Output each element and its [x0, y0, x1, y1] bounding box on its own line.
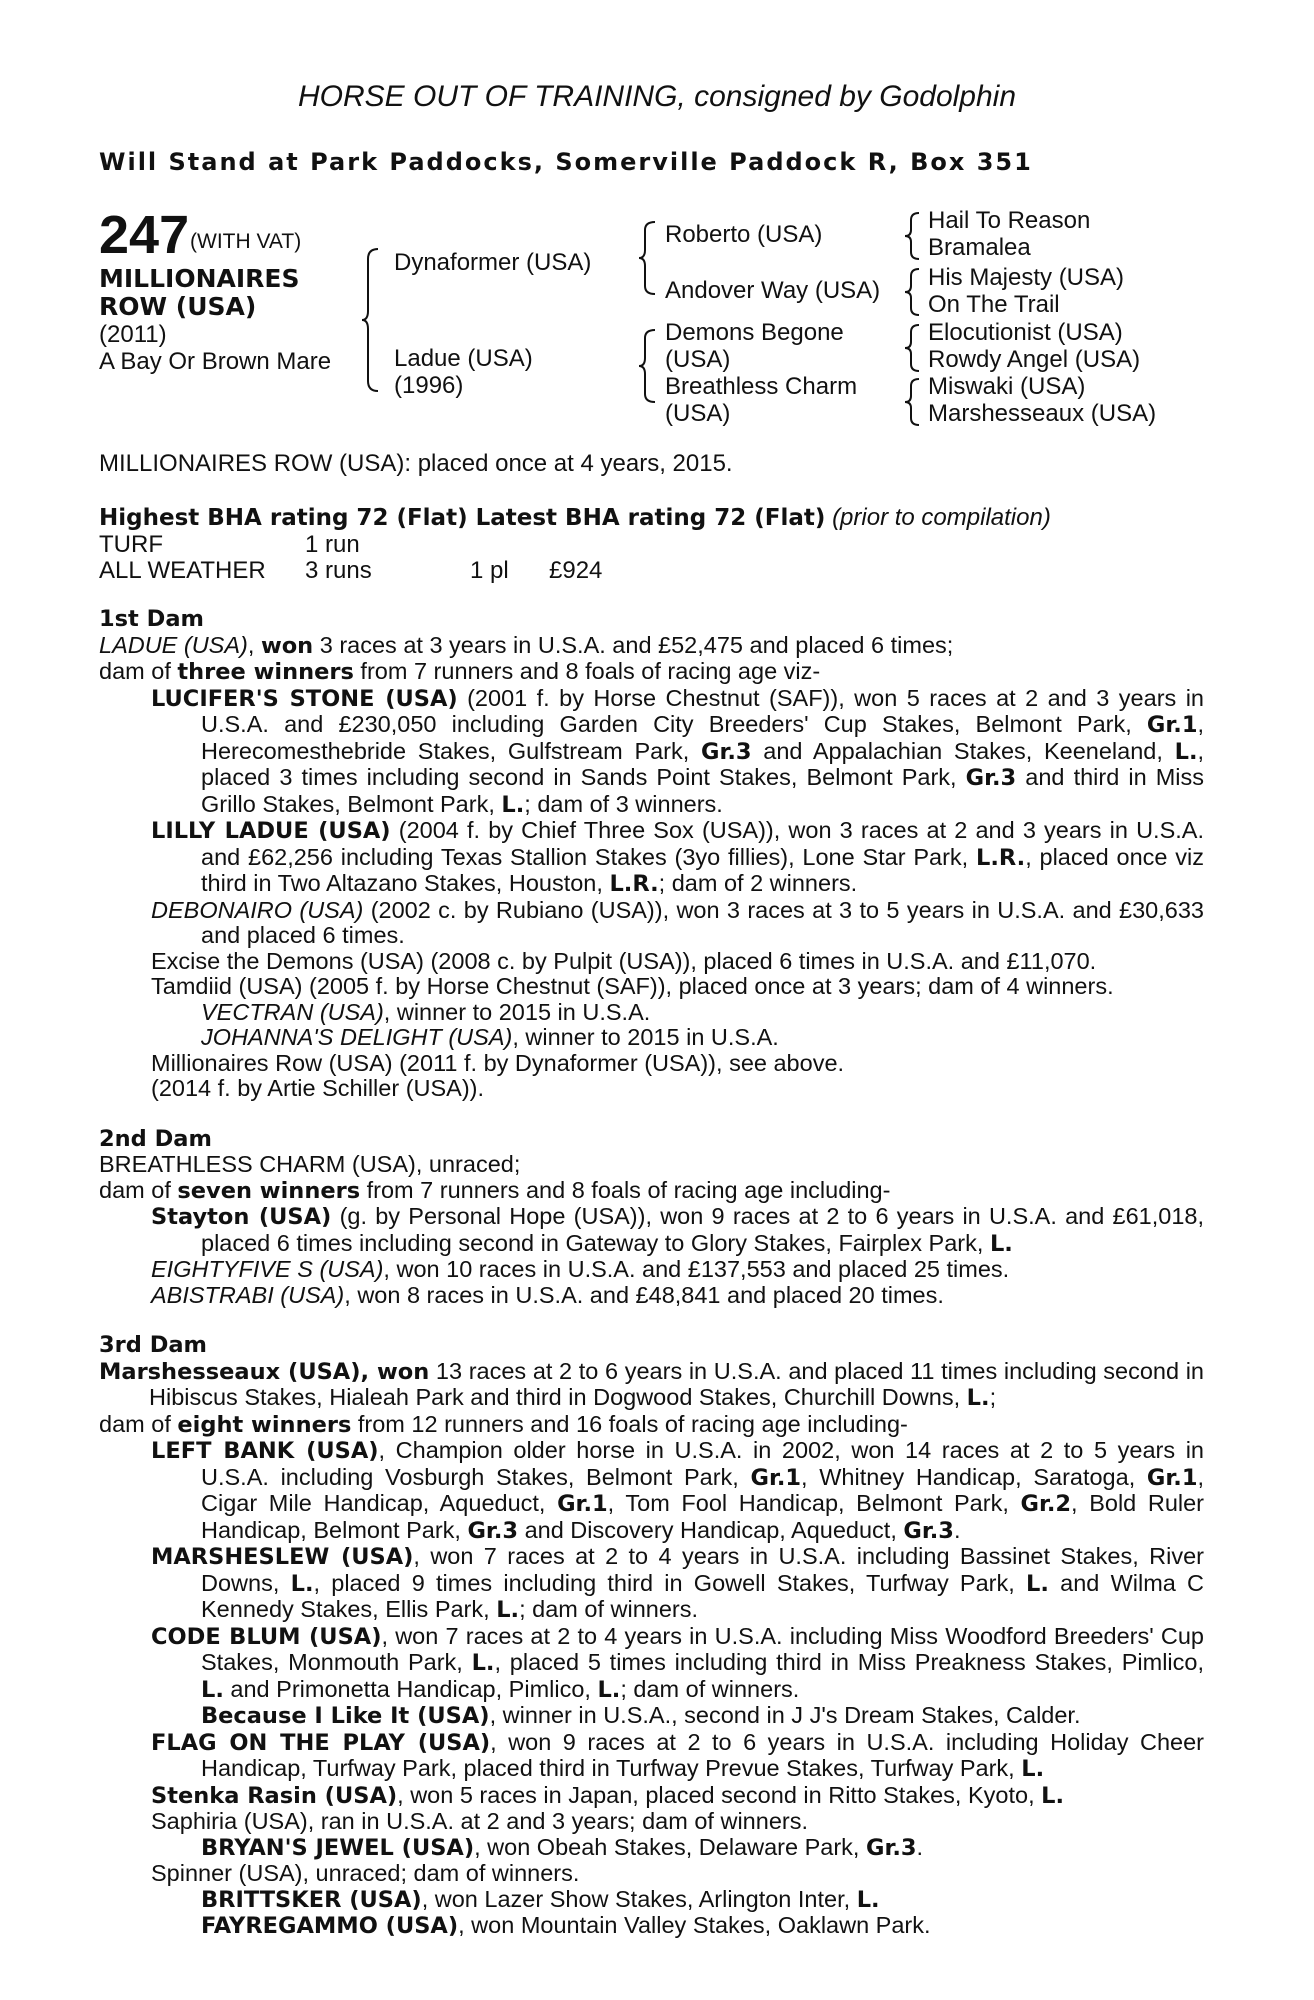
dam2-entry-abistrabi: ABISTRABI (USA), won 8 races in U.S.A. and £48,841 and placed 20 times.: [151, 1281, 944, 1308]
ped-sss: Hail To Reason: [928, 207, 1091, 234]
sd-brace: [903, 266, 923, 318]
dam3-entry-left-bank: LEFT BANK (USA), Champion older horse in U.S.A. in 2002, won 14 races at 2 to 5 years in U.S.A. including Vosburgh Stakes, Belmont Park, Gr.1, Whitney Handicap, Saratoga, Gr.1, Cigar Mile Handicap, Aqueduct, Gr.1, Tom Fool Handicap, Belmont Park, Gr.2, Bold Ruler Handicap, Belmont Park, Gr.3 and Discovery Handicap, Aqueduct, Gr.3.: [151, 1437, 1205, 1544]
dam2-heading: 2nd Dam: [99, 1125, 212, 1152]
dam2-dam-of: dam of seven winners from 7 runners and 8 foals of racing age including-: [99, 1176, 891, 1204]
ds-brace: [903, 322, 923, 374]
dam2-entry-stayton: Stayton (USA) (g. by Personal Hope (USA)), won 9 races at 2 to 6 years in U.S.A. and £61,018, placed 6 times including second in Gateway to Glory Stakes, Fairplex Park, L.: [151, 1203, 1205, 1257]
dam3-entry-flag-on-the-play: FLAG ON THE PLAY (USA), won 9 races at 2 to 6 years in U.S.A. including Holiday Cheer Handicap, Turfway Park, placed third in Turfway Prevue Stakes, Turfway Park, L.: [151, 1728, 1204, 1782]
ped-sire-dam: Andover Way (USA): [665, 277, 881, 304]
ped-ddd: Marshesseaux (USA): [928, 400, 1157, 427]
horse-name: [99, 265, 300, 321]
aw-runs: 3 runs: [305, 557, 372, 584]
dam2-intro: BREATHLESS CHARM (USA), unraced;: [99, 1151, 521, 1177]
ss-brace: [903, 210, 923, 262]
ped-sire: Dynaformer (USA): [394, 249, 592, 276]
race-summary: MILLIONAIRES ROW (USA): placed once at 4 years, 2015.: [99, 450, 733, 477]
ped-sdd: On The Trail: [928, 291, 1060, 318]
rating-line: [99, 504, 1051, 532]
turf-runs: 1 run: [305, 531, 360, 558]
ped-sire-sire: Roberto (USA): [665, 221, 823, 248]
dam1-dam-of: dam of three winners from 7 runners and 8 foals of racing age viz-: [99, 658, 821, 685]
horse-name-line2: ROW (USA): [99, 292, 257, 321]
dam1-entry-lucifers-stone: LUCIFER'S STONE (USA) (2001 f. by Horse Chestnut (SAF)), won 5 races at 2 and 3 years in U.S.A. and £230,050 including Garden City Breeders' Cup Stakes, Belmont Park, Gr.1, Herecomesthebride Stakes, Gulfstream Park, Gr.3 and Appalachian Stakes, Keeneland, L., placed 3 times including second in Sands Point Stakes, Belmont Park, Gr.3 and third in Miss Grillo Stakes, Belmont Park, L.; dam of 3 winners.: [151, 684, 1205, 818]
dam3-entry-spinner: Spinner (USA), unraced; dam of winners.: [151, 1860, 580, 1886]
dam1-entry-2014: (2014 f. by Artie Schiller (USA)).: [151, 1075, 485, 1101]
ped-dss: Elocutionist (USA): [928, 319, 1123, 346]
aw-prize: £924: [549, 557, 603, 584]
dam3-entry-brittsker: BRITTSKER (USA), won Lazer Show Stakes, Arlington Inter, L.: [201, 1885, 880, 1913]
vat-note: (WITH VAT): [190, 230, 302, 253]
dam-sections: [99, 606, 1204, 1940]
horse-description: A Bay Or Brown Mare: [99, 348, 332, 375]
dam1-entry-vectran: VECTRAN (USA), winner to 2015 in U.S.A.: [201, 998, 651, 1025]
ped-dam-sire-line1: Demons Begone: [665, 319, 844, 346]
aw-label: ALL WEATHER: [99, 557, 266, 584]
dam1-entry-lilly-ladue: LILLY LADUE (USA) (2004 f. by Chief Three Sox (USA)), won 3 races at 2 and 3 years in U.S.A. and £62,256 including Texas Stallion Stakes (3yo fillies), Lone Star Park, L.R., placed once viz third in Two Altazano Stakes, Houston, L.R.; dam of 2 winners.: [151, 817, 1205, 897]
dam3-entry-saphiria: Saphiria (USA), ran in U.S.A. at 2 and 3 years; dam of winners.: [151, 1808, 808, 1834]
ped-ssd: Bramalea: [928, 234, 1031, 261]
dam1-entry-tamdiid: Tamdiid (USA) (2005 f. by Horse Chestnut (SAF)), placed once at 3 years; dam of 4 winners.: [151, 973, 1114, 999]
dd-brace: [903, 376, 923, 428]
sire-brace: [637, 218, 659, 298]
turf-label: TURF: [99, 531, 163, 558]
rating-text: Highest BHA rating 72 (Flat) Latest BHA rating 72 (Flat): [99, 505, 826, 531]
ped-dsd: Rowdy Angel (USA): [928, 346, 1141, 373]
dam2-entry-eightyfive: EIGHTYFIVE S (USA), won 10 races in U.S.A. and £137,553 and placed 25 times.: [151, 1256, 1010, 1282]
ped-dam-line1: Ladue (USA): [394, 345, 533, 372]
dam1-heading: 1st Dam: [99, 606, 204, 632]
aw-placed: 1 pl: [470, 557, 509, 584]
dam3-intro: Marshesseaux (USA), won 13 races at 2 to 6 years in U.S.A. and placed 11 times including second in Hibiscus Stakes, Hialeah Park and third in Dogwood Stakes, Churchill Downs, L.;: [99, 1357, 1205, 1411]
ped-dam-sire-line2: (USA): [665, 346, 731, 373]
dam3-entry-because-i-like-it: Because I Like It (USA), winner in U.S.A., second in J J's Dream Stakes, Calder.: [201, 1702, 1081, 1729]
ped-dds: Miswaki (USA): [928, 373, 1086, 400]
dam3-entry-code-blum: CODE BLUM (USA), won 7 races at 2 to 4 years in U.S.A. including Miss Woodford Breeders' Cup Stakes, Monmouth Park, L., placed 5 times including third in Miss Preakness Stakes, Pimlico, L. and Primonetta Handicap, Pimlico, L.; dam of winners.: [151, 1622, 1204, 1703]
dam1-entry-excise: Excise the Demons (USA) (2008 c. by Pulpit (USA)), placed 6 times in U.S.A. and £11,070.: [151, 947, 1097, 974]
horse-name-line1: MILLIONAIRES: [99, 264, 300, 293]
dam-brace: [637, 326, 659, 406]
ped-dam-dam-line2: (USA): [665, 400, 731, 427]
dam3-entry-stenka-rasin: Stenka Rasin (USA), won 5 races in Japan, placed second in Ritto Stakes, Kyoto, L.: [151, 1781, 1065, 1809]
dam3-heading: 3rd Dam: [99, 1332, 207, 1358]
rating-note: (prior to compilation): [832, 504, 1051, 531]
foaling-year: (2011): [99, 321, 167, 348]
ped-sds: His Majesty (USA): [928, 264, 1125, 291]
dam1-entry-debonairo: DEBONAIRO (USA) (2002 c. by Rubiano (USA)), won 3 races at 3 to 5 years in U.S.A. and £30,633 and placed 6 times.: [151, 896, 1204, 948]
dam3-entry-fayregammo: FAYREGAMMO (USA), won Mountain Valley Stakes, Oaklawn Park.: [201, 1912, 931, 1939]
sire-dam-brace: [360, 245, 382, 395]
dam1-entry-millionaires-row: Millionaires Row (USA) (2011 f. by Dynaformer (USA)), see above.: [151, 1049, 845, 1076]
ped-dam-line2: (1996): [394, 372, 464, 399]
stand-location: Will Stand at Park Paddocks, Somerville Paddock R, Box 351: [99, 148, 1033, 176]
lot-number: 247: [99, 205, 190, 265]
consignor-header: HORSE OUT OF TRAINING, consigned by Godolphin: [297, 80, 1017, 113]
dam1-entry-johanna: JOHANNA'S DELIGHT (USA), winner to 2015 in U.S.A.: [201, 1024, 779, 1050]
dam3-entry-marsheslew: MARSHESLEW (USA), won 7 races at 2 to 4 years in U.S.A. including Bassinet Stakes, River Downs, L., placed 9 times including third in Gowell Stakes, Turfway Park, L. and Wilma C Kennedy Stakes, Ellis Park, L.; dam of winners.: [151, 1543, 1205, 1623]
dam3-dam-of: dam of eight winners from 12 runners and 16 foals of racing age including-: [99, 1410, 908, 1438]
ped-dam-dam-line1: Breathless Charm: [665, 373, 858, 400]
dam1-intro: LADUE (USA), won 3 races at 3 years in U.S.A. and £52,475 and placed 6 times;: [99, 631, 954, 659]
dam3-entry-bryans-jewel: BRYAN'S JEWEL (USA), won Obeah Stakes, Delaware Park, Gr.3.: [201, 1833, 924, 1861]
